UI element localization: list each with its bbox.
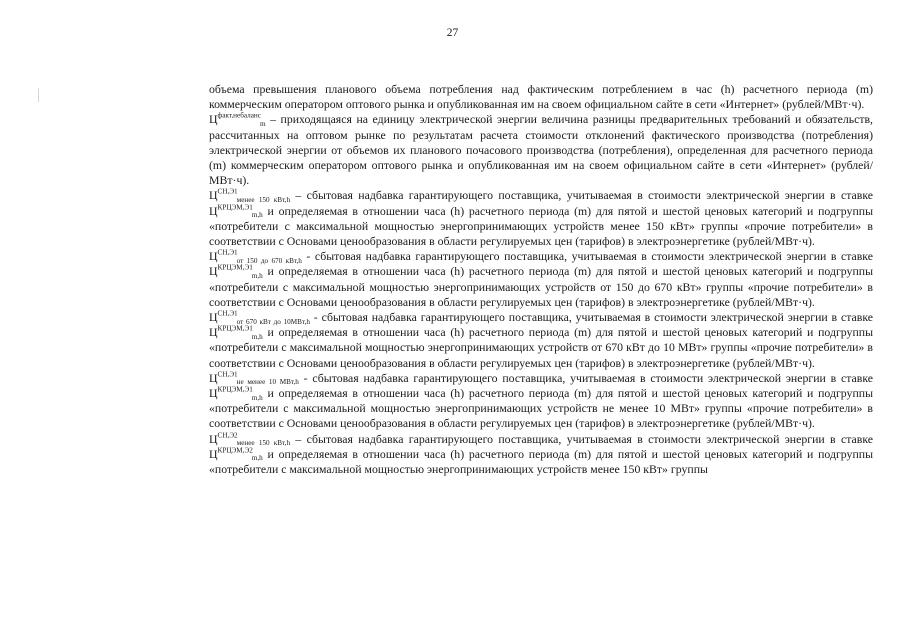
formula-symbol: $Ц^{СН,Э1}_{не менее 10 МВт,h}$: [209, 370, 299, 387]
definition-markup-e1-under-150kw: [209, 188, 873, 249]
rate-symbol: $Ц^{КРЦЭМ,Э1}_{m,h}$: [209, 324, 263, 341]
definition-text: и определяемая в отношении часа (h) расчетного периода (m) для пятой и шестой ценовых категорий и подгруппы «потребители с максимальной мощностью энергопринимающих устройств не менее 10 МВт» группы «прочие потребители» в соответствии с Основами ценообразования в области регулируемых цен (тарифов) в электроэнергетике (рублей/МВт·ч).: [209, 386, 873, 431]
formula-symbol: $Ц^{СН,Э2}_{менее 150 кВт,h}$: [209, 431, 291, 448]
definition-text: и определяемая в отношении часа (h) расчетного периода (m) для пятой и шестой ценовых категорий и подгруппы «потребители с максимальной мощностью энергопринимающих устройств от 670 кВт до 10 МВт» группы «прочие потребители» в соответствии с Основами ценообразования в области регулируемых цен (тарифов) в электроэнергетике (рублей/МВт·ч).: [209, 325, 873, 370]
definition-text: – приходящаяся на единицу электрической энергии величина разницы предварительных требований и обязательств, рассчитанных на оптовом рынке по результатам расчета стоимости отклонений фактического производства (потребления) электрической энергии от объемов их планового почасового производства (потребления), определенная для расчетного периода (m) коммерческим оператором оптового рынка и опубликованная им на своем официальном сайте в сети «Интернет» (рублей/МВт·ч).: [209, 112, 873, 188]
definition-text: и определяемая в отношении часа (h) расчетного периода (m) для пятой и шестой ценовых категорий и подгруппы «потребители с максимальной мощностью энергопринимающих устройств менее 150 кВт» группы: [209, 446, 873, 477]
definition-text: и определяемая в отношении часа (h) расчетного периода (m) для пятой и шестой ценовых категорий и подгруппы «потребители с максимальной мощностью энергопринимающих устройств от 150 до 670 кВт» группы «прочие потребители» в соответствии с Основами ценообразования в области регулируемых цен (тарифов) в электроэнергетике (рублей/МВт·ч).: [209, 264, 873, 309]
formula-symbol: $Ц^{СН,Э1}_{менее 150 кВт,h}$: [209, 188, 291, 204]
definition-text: - сбытовая надбавка гарантирующего поставщика, учитываемая в стоимости электрической энергии в ставке: [301, 249, 873, 264]
paragraph-intro: объема превышения планового объема потребления над фактическим потреблением в час (h) расчетного периода (m) коммерческим оператором оптового рынка и опубликованная им на своем официальном сайте в сети «Интернет» (рублей/МВт·ч).: [209, 82, 873, 112]
formula-symbol: $Ц^{СН,Э1}_{от 150 до 670 кВт,h}$: [209, 248, 302, 265]
rate-symbol: $Ц^{КРЦЭМ,Э2}_{m,h}$: [209, 446, 263, 463]
definition-markup-e1-over-10mw: [209, 371, 873, 432]
page-number: 27: [446, 27, 459, 39]
margin-mark: [38, 88, 39, 102]
definition-text: - сбытовая надбавка гарантирующего поставщика, учитываемая в стоимости электрической энергии в ставке: [298, 370, 873, 385]
definition-text: - сбытовая надбавка гарантирующего поставщика, учитываемая в стоимости электрической энергии в ставке: [309, 310, 873, 325]
definition-markup-e1-670kw-10mw: [209, 310, 873, 371]
definition-markup-e2-under-150kw: [209, 432, 873, 478]
definition-fact-imbalance: [209, 112, 873, 188]
rate-symbol: $Ц^{КРЦЭМ,Э1}_{m,h}$: [209, 203, 263, 220]
definition-text: – сбытовая надбавка гарантирующего поставщика, учитываемая в стоимости электрической энергии в ставке: [290, 188, 873, 203]
formula-symbol: $Ц^{СН,Э1}_{от 670 кВт до 10МВт,h}$: [209, 309, 310, 326]
rate-symbol: $Ц^{КРЦЭМ,Э1}_{m,h}$: [209, 385, 263, 402]
definition-markup-e1-150-670kw: [209, 249, 873, 310]
formula-symbol: $Ц^{факт,небаланс}_m$: [209, 112, 266, 128]
definition-text: – сбытовая надбавка гарантирующего поставщика, учитываемая в стоимости электрической энергии в ставке: [290, 431, 873, 446]
definition-text: и определяемая в отношении часа (h) расчетного периода (m) для пятой и шестой ценовых категорий и подгруппы «потребители с максимальной мощностью энергопринимающих устройств менее 150 кВт» группы «прочие потребители» в соответствии с Основами ценообразования в области регулируемых цен (тарифов) в электроэнергетике (рублей/МВт·ч).: [209, 203, 873, 249]
rate-symbol: $Ц^{КРЦЭМ,Э1}_{m,h}$: [209, 264, 263, 280]
document-body: [209, 82, 873, 477]
